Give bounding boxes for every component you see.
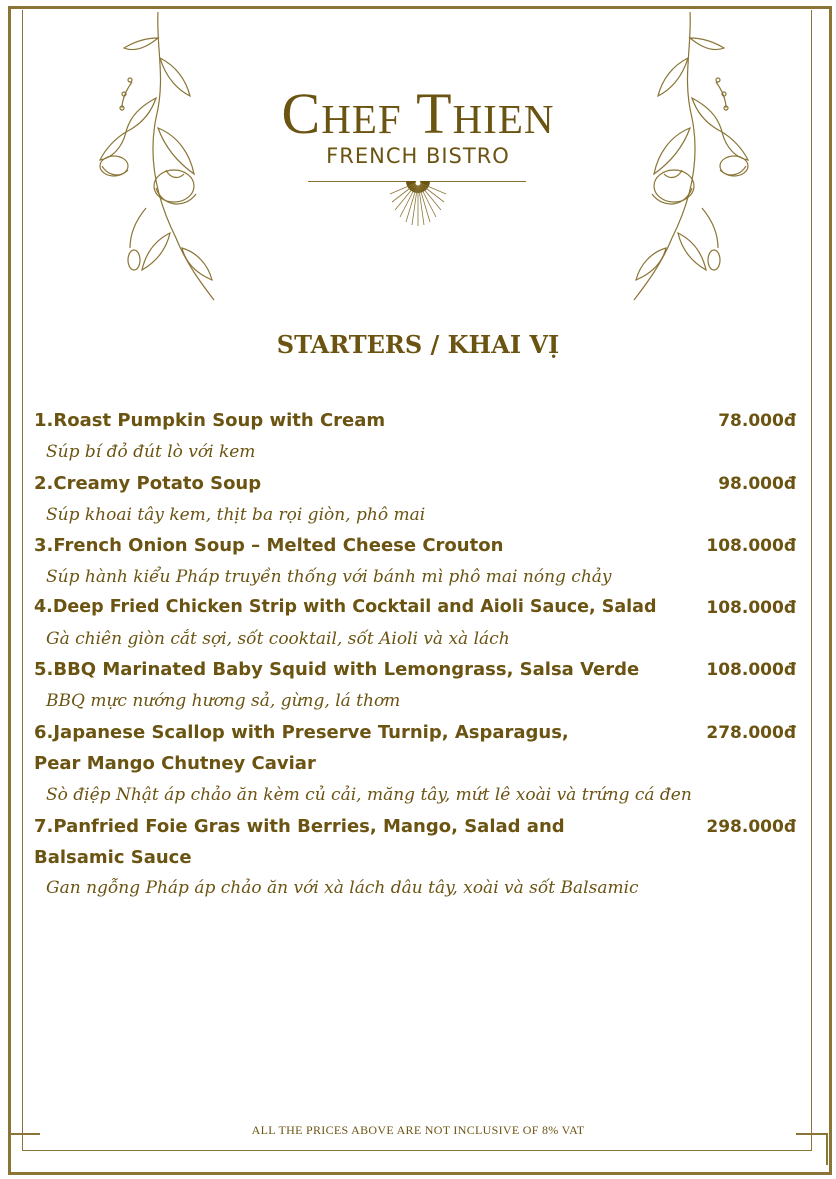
section-title: STARTERS / KHAI VỊ [276,330,560,359]
menu-item-description: Súp khoai tây kem, thịt ba rọi giòn, phô mai [46,505,426,525]
menu-item-price: 98.000đ [718,474,796,494]
menu-item-name-continued: Balsamic Sauce [34,847,192,868]
menu-item-name: 7.Panfried Foie Gras with Berries, Mango, Salad and [34,816,565,837]
menu-item-description: BBQ mực nướng hương sả, gừng, lá thơm [46,691,401,711]
menu-item-description: Sò điệp Nhật áp chảo ăn kèm củ cải, măng tây, mứt lê xoài và trứng cá đen [46,785,692,805]
menu-item-description: Gà chiên giòn cắt sợi, sốt cooktail, sốt Aioli và xà lách [46,629,510,649]
menu-item-price: 108.000đ [706,598,796,618]
menu-item-name: 1.Roast Pumpkin Soup with Cream [34,410,386,431]
vat-note: ALL THE PRICES ABOVE ARE NOT INCLUSIVE OF 8% VAT [251,1123,585,1137]
menu-item-price: 78.000đ [718,411,796,431]
menu-item-price: 108.000đ [706,660,796,680]
restaurant-name: Chef Thien [281,81,555,146]
menu-item-description: Súp bí đỏ đút lò với kem [46,442,256,462]
menu-item-name-continued: Pear Mango Chutney Caviar [34,753,316,774]
menu-item-name: 3.French Onion Soup – Melted Cheese Crouton [34,535,504,556]
restaurant-subtitle: FRENCH BISTRO [326,144,510,168]
menu-item-name: 4.Deep Fried Chicken Strip with Cocktail and Aioli Sauce, Salad [34,597,657,617]
menu-item-name: 2.Creamy Potato Soup [34,473,262,494]
sunburst-icon [378,172,458,232]
menu-item-name: 6.Japanese Scallop with Preserve Turnip, Asparagus, [34,722,569,743]
menu-item-name: 5.BBQ Marinated Baby Squid with Lemongrass, Salsa Verde [34,659,640,680]
menu-item-description: Gan ngỗng Pháp áp chảo ăn với xà lách dâu tây, xoài và sốt Balsamic [46,878,639,898]
menu-item-description: Súp hành kiểu Pháp truyền thống với bánh mì phô mai nóng chảy [46,567,612,587]
menu-item-price: 108.000đ [706,536,796,556]
menu-item-price: 278.000đ [706,723,796,743]
menu-item-price: 298.000đ [706,817,796,837]
